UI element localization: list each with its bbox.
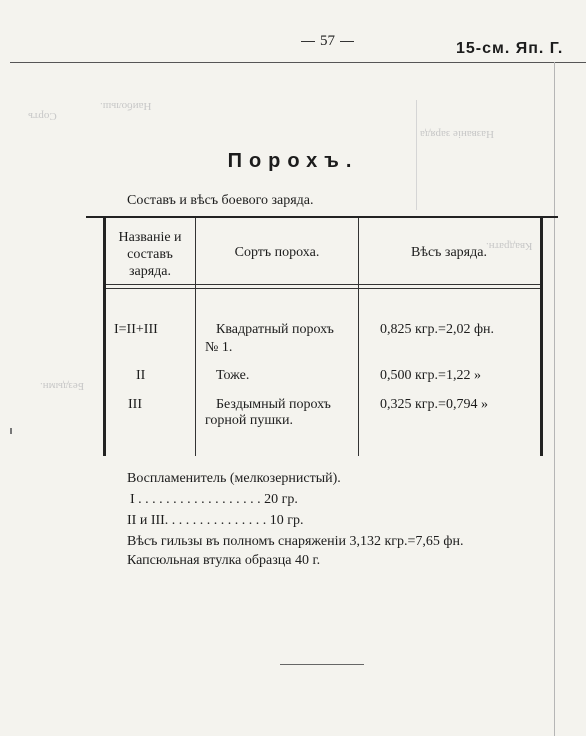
table-column-divider: [195, 218, 196, 456]
row-1-name: I=II+III: [114, 322, 158, 337]
bottom-rule: [280, 664, 364, 665]
scan-mark: [10, 428, 12, 434]
row-3-sort-cont: горной пушки.: [205, 413, 293, 428]
row-2-name: II: [136, 368, 146, 383]
row-2-sort: Тоже.: [216, 368, 250, 383]
case-weight: Вѣсъ гильзы въ полномъ снаряженіи 3,132 кгр.=7,65 фн.: [127, 534, 464, 549]
table-top-rule: [86, 216, 558, 218]
bleed-text: Наибольш.: [100, 100, 152, 112]
column-header-weight: Вѣсъ заряда.: [411, 245, 487, 260]
bleed-text: Бездымн.: [40, 380, 85, 392]
page-code: 15-см. Яп. Г.: [456, 40, 564, 57]
igniter-line-ii-iii: II и III. . . . . . . . . . . . . . . 10 гр.: [127, 513, 304, 528]
column-header-name: Названіе и составъ заряда.: [118, 230, 182, 279]
igniter-title: Воспламенитель (мелкозернистый).: [127, 471, 341, 486]
row-1-weight: 0,825 кгр.=2,02 фн.: [380, 322, 495, 337]
bleed-text: Сортъ: [28, 110, 57, 122]
header-rule: [10, 62, 586, 63]
table-header-rule: [104, 284, 540, 285]
table-header-rule: [104, 288, 540, 289]
bleed-text: Названіе заряда: [420, 128, 494, 140]
row-3-weight: 0,325 кгр.=0,794 »: [380, 397, 488, 412]
row-2-weight: 0,500 кгр.=1,22 »: [380, 368, 481, 383]
table-column-divider: [358, 218, 359, 456]
bleed-text: Квадратн.: [486, 240, 533, 252]
row-1-sort-cont: № 1.: [205, 340, 233, 355]
table-caption: Составъ и вѣсъ боевого заряда.: [127, 193, 314, 208]
row-3-name: III: [128, 397, 142, 412]
column-header-sort: Сортъ пороха.: [234, 245, 320, 260]
row-3-sort: Бездымный порохъ: [216, 397, 331, 412]
page-title: Порохъ.: [227, 150, 359, 172]
row-1-sort: Квадратный порохъ: [216, 322, 334, 337]
igniter-line-i: I . . . . . . . . . . . . . . . . . . 20 гр.: [130, 492, 298, 507]
table-right-border: [540, 218, 543, 456]
page-number: 57: [296, 33, 359, 50]
primer-note: Капсюльная втулка образца 40 г.: [127, 553, 321, 568]
